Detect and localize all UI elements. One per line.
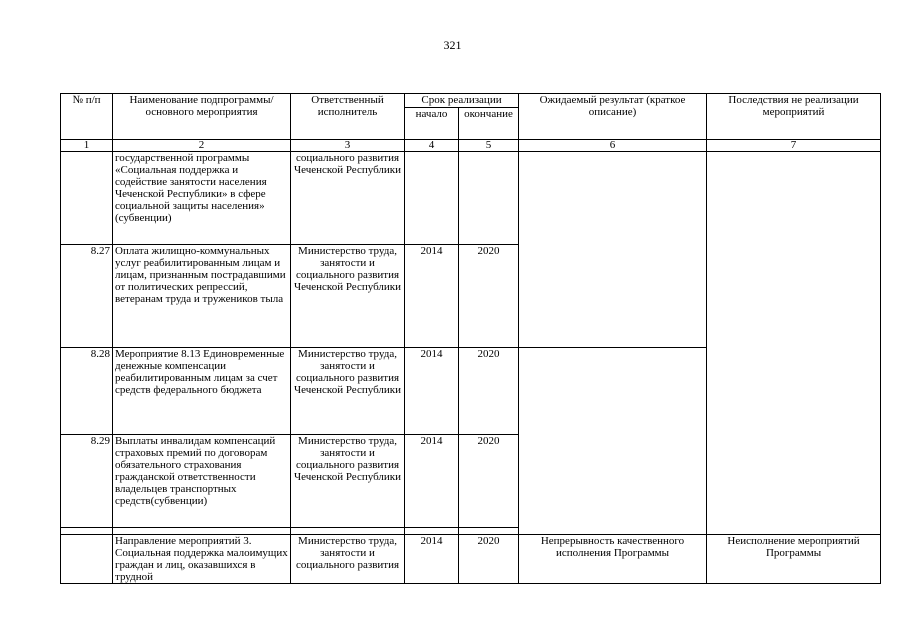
- row-start: 2014: [405, 435, 459, 528]
- column-numbering-row: [61, 140, 881, 152]
- column-number: 6: [519, 140, 707, 152]
- spacer-cell: [291, 528, 405, 535]
- row-end: 2020: [459, 245, 519, 348]
- column-number: 4: [405, 140, 459, 152]
- row-name: Оплата жилищно-коммунальных услуг реабилитированным лицам и лицам, признанным пострадавшими от политических репрессий, ветеранам труда и тружеников тыла: [113, 245, 291, 348]
- page-number: 321: [443, 38, 462, 52]
- row-end: 2020: [459, 435, 519, 528]
- row-start: 2014: [405, 348, 459, 435]
- row-number: [61, 152, 113, 245]
- row-number: [61, 535, 113, 584]
- header-consequences: Последствия не реализации мероприятий: [707, 94, 881, 140]
- header-end: окончание: [459, 108, 519, 140]
- row-number: 8.28: [61, 348, 113, 435]
- column-number: 2: [113, 140, 291, 152]
- row-result: [519, 348, 707, 535]
- row-start: 2014: [405, 535, 459, 584]
- spacer-cell: [113, 528, 291, 535]
- spacer-cell: [405, 528, 459, 535]
- header-executor: Ответственный исполнитель: [291, 94, 405, 140]
- table-row: [61, 152, 881, 245]
- spacer-cell: [459, 528, 519, 535]
- row-executor: Министерство труда, занятости и социального развития: [291, 535, 405, 584]
- row-executor: социального развития Чеченской Республики: [291, 152, 405, 245]
- row-number: 8.29: [61, 435, 113, 528]
- header-name: Наименование подпрограммы/ основного мероприятия: [113, 94, 291, 140]
- program-table: [60, 93, 881, 584]
- header-number: № п/п: [61, 94, 113, 140]
- row-end: 2020: [459, 348, 519, 435]
- column-number: 3: [291, 140, 405, 152]
- header-result: Ожидаемый результат (краткое описание): [519, 94, 707, 140]
- header-period: Срок реализации: [405, 94, 519, 108]
- row-name: Мероприятие 8.13 Единовременные денежные компенсации реабилитированным лицам за счет средств федерального бюджета: [113, 348, 291, 435]
- column-number: 1: [61, 140, 113, 152]
- row-start: [405, 152, 459, 245]
- row-end: 2020: [459, 535, 519, 584]
- row-name: Выплаты инвалидам компенсаций страховых премий по договорам обязательного страхования гражданской ответственности владельцев транспортных средств(субвенции): [113, 435, 291, 528]
- row-consequences: Неисполнение мероприятий Программы: [707, 535, 881, 584]
- row-name: государственной программы «Социальная поддержка и содействие занятости населения Чеченской Республики» в сфере социальной защиты населения» (субвенции): [113, 152, 291, 245]
- row-executor: Министерство труда, занятости и социального развития Чеченской Республики: [291, 245, 405, 348]
- row-executor: Министерство труда, занятости и социального развития Чеченской Республики: [291, 435, 405, 528]
- row-number: 8.27: [61, 245, 113, 348]
- column-number: 7: [707, 140, 881, 152]
- row-start: 2014: [405, 245, 459, 348]
- spacer-cell: [61, 528, 113, 535]
- table-row: [61, 535, 881, 584]
- row-name: Направление мероприятий 3. Социальная поддержка малоимущих граждан и лиц, оказавшихся в трудной: [113, 535, 291, 584]
- row-executor: Министерство труда, занятости и социального развития Чеченской Республики: [291, 348, 405, 435]
- row-result: Непрерывность качественного исполнения Программы: [519, 535, 707, 584]
- row-result: [519, 152, 707, 348]
- header-start: начало: [405, 108, 459, 140]
- row-end: [459, 152, 519, 245]
- row-consequences: [707, 152, 881, 535]
- column-number: 5: [459, 140, 519, 152]
